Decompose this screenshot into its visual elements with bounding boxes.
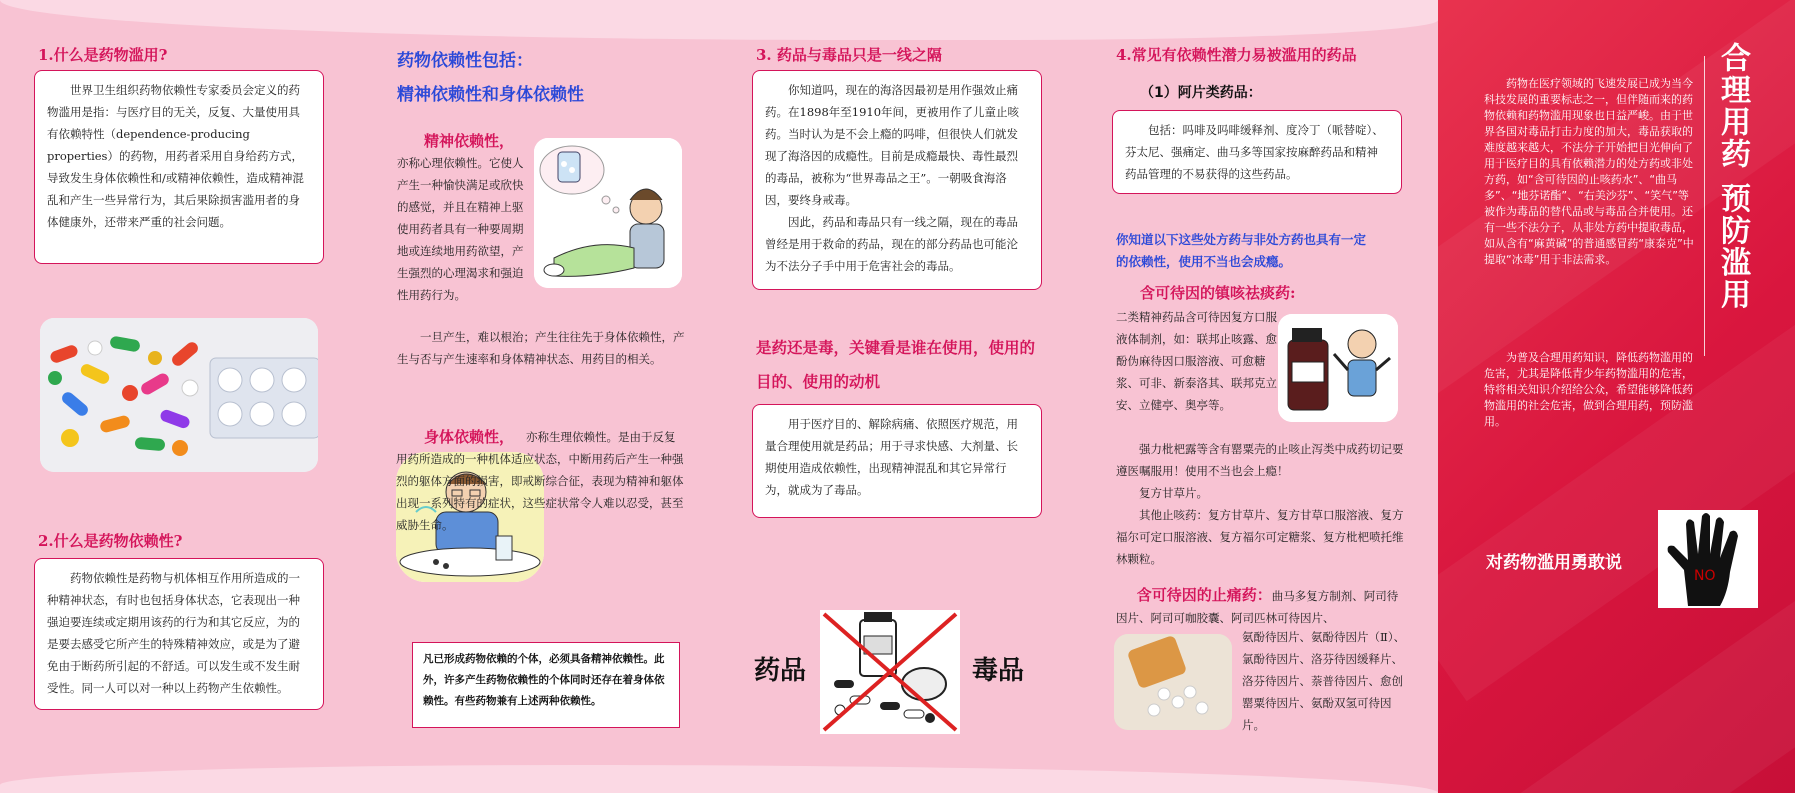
opioid-box: 包括：吗啡及吗啡缓释剂、度冷丁（哌替啶）、芬太尼、强痛定、曲马多等国家按麻醉药品和精神药品管理的不易获得的这些药品。: [1112, 110, 1402, 194]
panel-divider-line: [1704, 56, 1705, 356]
body-dependence-text: [396, 426, 686, 536]
body-dependence-label: 身体依赖性，: [424, 428, 515, 446]
panel-text-1: 药物在医疗领域的飞速发展已成为当今科技发展的重要标志之一，但伴随而来的药物依赖和药物滥用现象也日益严峻。由于世界各国对毒品打击力度的加大，毒品获取的难度越来越大，不法分子开始把目光伸向了用于医疗目的具有依赖潜力的处方药或非处方药，如“含可待因的止咳药水”、“曲马多”、“地芬诺酯”、“右美沙芬”、“笑气”等被作为毒品的替代品或与毒品合并使用。还有一些不法分子，从非处方药中提取毒品，如从含有“麻黄碱”的普通感冒药“康泰克”中提取“冰毒”用于非法需求。: [1484, 77, 1694, 266]
section-2-box: 药物依赖性是药物与机体相互作用所造成的一种精神状态，有时也包括身体状态，它表现出一种强迫要连续或定期用该药的行为和其它反应，为的是要去感受它所产生的特殊精神效应，或是为了避免由于断药所引起的不舒适。可以发生或不发生耐受性。同一人可以对一种以上药物产生依赖性。: [34, 558, 324, 710]
panel-title: 合理用药 预防滥用: [1715, 42, 1750, 311]
label-poison: 毒品: [972, 656, 1025, 686]
no-hand-icon: [1658, 510, 1758, 608]
codeine-cough-text-4: 其他止咳药：复方甘草片、复方甘草口服溶液、复方福尔可定口服溶液、复方福尔可定糖浆、复方枇杷喷托维林颗粒。: [1116, 508, 1404, 566]
section-4-title: 4.常见有依赖性潜力易被滥用的药品: [1116, 46, 1357, 64]
codeine-cough-text-3: 复方甘草片。: [1139, 486, 1208, 500]
section-1-box: 世界卫生组织药物依赖性专家委员会定义的药物滥用是指：与医疗目的无关，反复、大量使用具有依赖特性（dependence-producing properties）的药物，用药者采用自身给药方式，导致发生身体依赖性和/或精神依赖性，造成精神混乱和产生一些异常行为，其后果除损害滥用者的身体健康外，还带来严重的社会问题。: [34, 70, 324, 264]
psych-dependence-text-2: 一旦产生，难以根治；产生往往先于身体依赖性，产生与否与产生速率和身体精神状态、用药目的相关。: [397, 330, 685, 366]
right-panel: [1438, 0, 1795, 793]
no-text: NO: [1694, 568, 1716, 584]
opioid-title: （1）阿片类药品：: [1140, 85, 1262, 101]
dependence-title-line2: 精神依赖性和身体依赖性: [397, 85, 584, 105]
codeine-pain-text-b: 氨酚待因片、氨酚待因片（Ⅱ）、氯酚待因片、洛芬待因缓释片、洛芬待因片、萘普待因片、愈创罂粟待因片、氨酚双氢可待因片。: [1242, 630, 1406, 732]
dependence-note-box: 凡已形成药物依赖的个体，必须具备精神依赖性。此外，许多产生药物依赖性的个体同时还存在着身体依赖性。有些药物兼有上述两种依赖性。: [412, 642, 680, 728]
cough-syrup-illustration: [1278, 314, 1398, 422]
drug-or-poison-title-line2: 目的、使用的动机: [756, 372, 881, 391]
drug-or-poison-box: 用于医疗目的、解除病痛、依照医疗规范，用量合理使用就是药品；用于寻求快感、大剂量、长期使用造成依赖性，出现精神混乱和其它异常行为，就成为了毒品。: [752, 404, 1042, 518]
section-3-text-2: 因此，药品和毒品只有一线之隔，现在的毒品曾经是用于救命的药品，现在的部分药品也可能沦为不法分子手中用于危害社会的毒品。: [765, 215, 1018, 273]
section-1-title: 1.什么是药物滥用?: [38, 46, 168, 64]
psych-dependence-text: 亦称心理依赖性。它使人产生一种愉快满足或欣快的感觉，并且在精神上驱使用药者具有一种要周期地或连续地用药欲望，产生强烈的心理渴求和强迫性用药行为。: [397, 156, 524, 302]
codeine-pain-text-a: 曲马多复方制剂、阿司待因片、阿司可咖胶囊、阿司匹林可待因片、: [1116, 589, 1399, 625]
codeine-cough-title: 含可待因的镇咳祛痰药:: [1140, 284, 1296, 302]
label-drug: 药品: [754, 656, 807, 686]
drug-or-poison-title-line1: 是药还是毒，关键看是谁在使用，使用的: [756, 338, 1036, 357]
section-3-box: [752, 70, 1042, 290]
codeine-cough-text: 二类精神药品含可待因复方口服液体制剂，如：联邦止咳露、愈酚伪麻待因口服溶液、可愈糖浆、可非、新泰洛其、联邦克立安、立健亭、奥亭等。: [1116, 310, 1277, 412]
drugs-crossed-illustration: [820, 610, 960, 734]
dependence-title-line1: 药物依赖性包括：: [397, 51, 533, 71]
panel-text-2: 为普及合理用药知识，降低药物滥用的危害，尤其是降低青少年药物滥用的危害，特将相关知识介绍给公众，希望能够降低药物滥用的社会危害，做到合理用药，预防滥用。: [1484, 351, 1693, 428]
section-3-title: 3. 药品与毒品只是一线之隔: [756, 46, 942, 64]
blue-note-line2: 的依赖性，使用不当也会成瘾。: [1116, 254, 1292, 269]
psych-dependence-label: 精神依赖性，: [424, 132, 515, 150]
pill-bottle-photo: [1114, 634, 1232, 730]
background-wave-bottom: [0, 765, 1438, 793]
section-2-title: 2.什么是药物依赖性?: [38, 532, 183, 550]
background-wave-top: [0, 0, 1438, 40]
codeine-pain-line: [1116, 584, 1406, 629]
codeine-pain-title: 含可待因的止痛药：: [1136, 586, 1272, 604]
pills-photo: [40, 318, 318, 472]
panel-slogan: 对药物滥用勇敢说: [1486, 553, 1622, 573]
codeine-cough-text-2: 强力枇杷露等含有罂粟壳的止咳止泻类中成药切记要遵医嘱服用！使用不当也会上瘾！: [1116, 442, 1404, 478]
sick-person-illustration: [534, 138, 682, 288]
body-dependence-text-span: 亦称生理依赖性。是由于反复用药所造成的一种机体适应状态，中断用药后产生一种强烈的躯体方面的损害，即戒断综合征，表现为精神和躯体出现一系列特有的症状，这些症状常令人难以忍受，甚至威胁生命。: [396, 430, 684, 532]
blue-note-line1: 你知道以下这些处方药与非处方药也具有一定: [1116, 232, 1367, 247]
section-3-text-1: 你知道吗，现在的海洛因最初是用作强效止痛药。在1898年至1910年间，更被用作了儿童止咳药。当时认为是不会上瘾的吗啡，但很快人们就发现了海洛因的成瘾性。目前是成瘾最快、毒性最烈的毒品，被称为“世界毒品之王”。一朝吸食海洛因，要终身戒毒。: [765, 83, 1020, 207]
